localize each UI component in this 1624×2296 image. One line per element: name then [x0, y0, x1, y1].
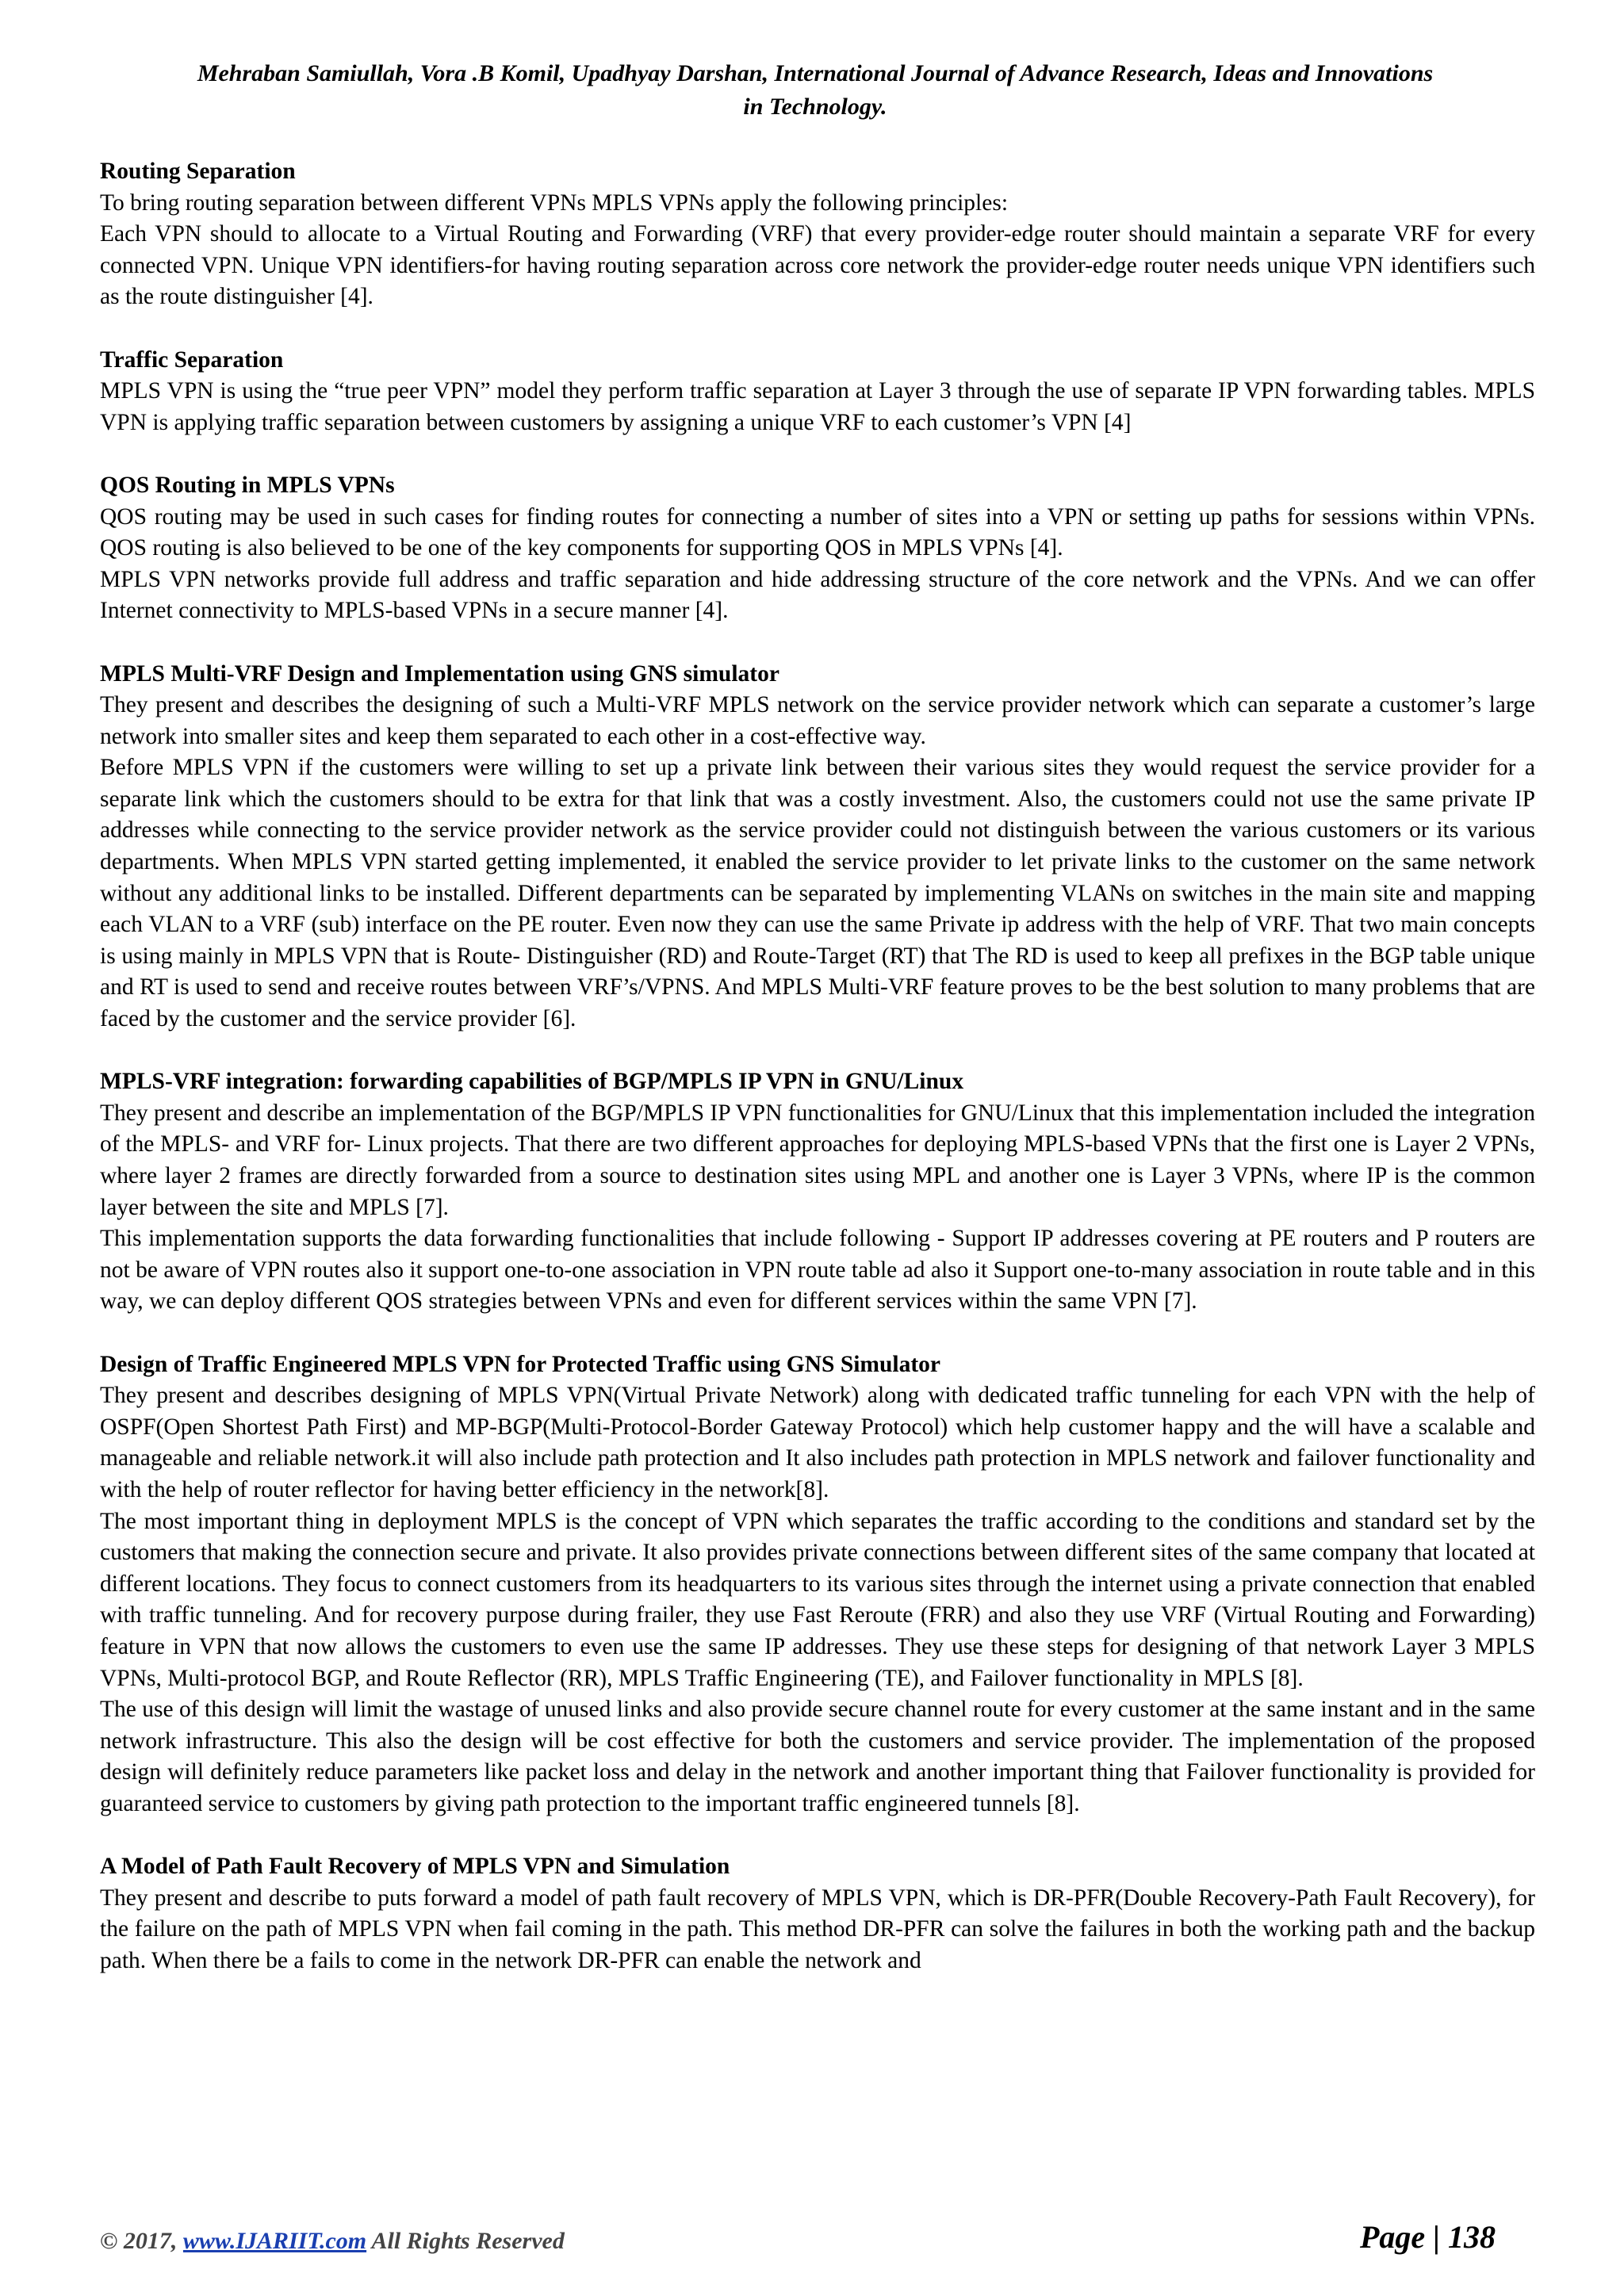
- paragraph: They present and describe to puts forward a model of path fault recovery of MPLS VPN, which is DR-PFR(Double Recovery-Path Fault Recovery), for the failure on the path of MPLS VPN when fail coming in the path. This method DR-PFR can solve the failures in both the working path and the backup path. When there be a fails to come in the network DR-PFR can enable the network and: [100, 1885, 1535, 1973]
- paragraph: MPLS VPN networks provide full address and traffic separation and hide addressing structure of the core network and the VPNs. And we can offer Internet connectivity to MPLS-based VPNs in a secure manner [4].: [100, 566, 1535, 624]
- section-heading: MPLS Multi-VRF Design and Implementation using GNS simulator: [100, 660, 779, 687]
- copyright-prefix: © 2017,: [100, 2228, 183, 2254]
- paragraph: Before MPLS VPN if the customers were willing to set up a private link between their various sites they would request the service provider for a separate link which the customers should to be extra for that link that was a costly investment. Also, the customers could not use the same private IP addresses while connecting to the service provider network as the service provider could not distinguish between the various customers or its various departments. When MPLS VPN started getting implemented, it enabled the service provider to let private links to the customer on the same network without any additional links to be installed. Different departments can be separated by implementing VLANs on switches in the main site and mapping each VLAN to a VRF (sub) interface on the PE router. Even now they can use the same Private ip address with the help of VRF. That two main concepts is using mainly in MPLS VPN that is Route- Distinguisher (RD) and Route-Target (RT) that The RD is used to keep all prefixes in the BGP table unique and RT is used to send and receive routes between VRF’s/VPNS. And MPLS Multi-VRF feature proves to be the best solution to many problems that are faced by the customer and the service provider [6].: [100, 755, 1535, 1032]
- section-heading: Traffic Separation: [100, 346, 284, 373]
- paragraph: MPLS VPN is using the “true peer VPN” model they perform traffic separation at Layer 3 through the use of separate IP VPN forwarding tables. MPLS VPN is applying traffic separation between customers by assigning a unique VRF to each customer’s VPN [4]: [100, 378, 1535, 435]
- paragraph: To bring routing separation between different VPNs MPLS VPNs apply the following principles:: [100, 189, 1009, 216]
- section-mpls-vrf-integration: [100, 1066, 1535, 1318]
- section-heading: Routing Separation: [100, 159, 296, 184]
- paragraph: The most important thing in deployment MPLS is the concept of VPN which separates the traffic according to the conditions and standard set by the customers that making the connection secure and private. It also provides private connections between different sites of the same company that located at different locations. They focus to connect customers from its headquarters to its various sites through the internet using a private connection that enabled with traffic tunneling. And for recovery purpose during frailer, they use Fast Reroute (FRR) and also they use VRF (Virtual Routing and Forwarding) feature in VPN that now allows the customers to even use the same IP addresses. They use these steps for designing of that network Layer 3 MPLS VPNs, Multi-protocol BGP, and Route Reflector (RR), MPLS Traffic Engineering (TE), and Failover functionality in MPLS [8].: [100, 1508, 1535, 1691]
- section-traffic-separation: [100, 345, 1535, 439]
- section-traffic-engineered-vpn: [100, 1349, 1535, 1820]
- journal-website-link[interactable]: www.IJARIIT.com: [182, 2228, 367, 2254]
- paragraph: They present and describes designing of MPLS VPN(Virtual Private Network) along with dedicated traffic tunneling for each VPN with the help of OSPF(Open Shortest Path First) and MP-BGP(Multi-Protocol-Border Gateway Protocol) which help customer happy and the will have a scalable and manageable and reliable network.it will also include path protection and It also includes path protection in MPLS network and failover functionality and with the help of router reflector for having better efficiency in the network[8].: [100, 1383, 1535, 1502]
- header-line-2: in Technology.: [743, 94, 887, 120]
- copyright-suffix: All Rights Reserved: [366, 2228, 565, 2254]
- paragraph: They present and describes the designing of such a Multi-VRF MPLS network on the service provider network which can separate a customer’s large network into smaller sites and keep them separated to each other in a cost-effective way.: [100, 692, 1535, 749]
- header-line-1: Mehraban Samiullah, Vora .B Komil, Upadhyay Darshan, International Journal of Advance Research, Ideas and Innovations: [197, 60, 1434, 86]
- paragraph: They present and describe an implementation of the BGP/MPLS IP VPN functionalities for GNU/Linux that this implementation included the integration of the MPLS- and VRF for- Linux projects. That there are two different approaches for deploying MPLS-based VPNs that the first one is Layer 2 VPNs, where layer 2 frames are directly forwarded from a source to destination sites using MPL and another one is Layer 3 VPNs, where IP is the common layer between the site and MPLS [7].: [100, 1100, 1535, 1220]
- running-header: [100, 57, 1530, 124]
- paragraph: The use of this design will limit the wastage of unused links and also provide secure channel route for every customer at the same instant and in the same network infrastructure. This also the design will be cost effective for both the customers and service provider. The implementation of the proposed design will definitely reduce parameters like packet loss and delay in the network and another important thing that Failover functionality is provided for guaranteed service to customers by giving path protection to the important traffic engineered tunnels [8].: [100, 1697, 1535, 1816]
- copyright-notice: [100, 2228, 565, 2255]
- paragraph: Each VPN should to allocate to a Virtual Routing and Forwarding (VRF) that every provider-edge router should maintain a separate VRF for every connected VPN. Unique VPN identifiers-for having routing separation across core network the provider-edge router needs unique VPN identifiers such as the route distinguisher [4].: [100, 221, 1535, 310]
- body-text: [100, 156, 1535, 1976]
- paragraph: QOS routing may be used in such cases for finding routes for connecting a number of sites into a VPN or setting up paths for sessions within VPNs. QOS routing is also believed to be one of the key components for supporting QOS in MPLS VPNs [4].: [100, 503, 1535, 561]
- section-heading: A Model of Path Fault Recovery of MPLS VPN and Simulation: [100, 1854, 730, 1880]
- section-multi-vrf-design: [100, 659, 1535, 1035]
- section-qos-routing: [100, 470, 1535, 627]
- section-heading: QOS Routing in MPLS VPNs: [100, 472, 395, 498]
- section-heading: Design of Traffic Engineered MPLS VPN for Protected Traffic using GNS Simulator: [100, 1351, 941, 1377]
- section-routing-separation: [100, 156, 1535, 313]
- section-path-fault-recovery: [100, 1851, 1535, 1976]
- section-heading: MPLS-VRF integration: forwarding capabilities of BGP/MPLS IP VPN in GNU/Linux: [100, 1069, 964, 1095]
- paragraph: This implementation supports the data forwarding functionalities that include following - Support IP addresses covering at PE routers and P routers are not be aware of VPN routes also it support one-to-one association in VPN route table ad also it Support one-to-many association in route table and in this way, we can deploy different QOS strategies between VPNs and even for different services within the same VPN [7].: [100, 1226, 1535, 1314]
- page-number: Page | 138: [1360, 2219, 1496, 2255]
